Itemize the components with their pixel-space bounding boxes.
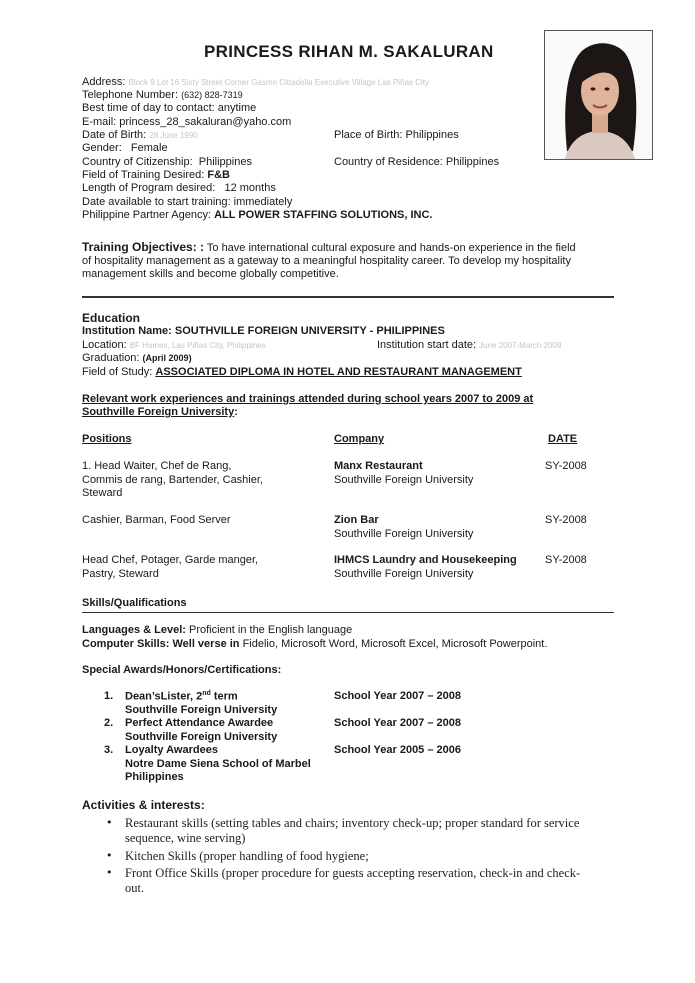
- col-positions: Positions: [82, 433, 132, 445]
- computer-skills-label: Computer Skills: Well verse in: [82, 638, 240, 650]
- graduation-value: (April 2009): [142, 353, 192, 363]
- activities-heading: Activities & interests:: [82, 798, 205, 812]
- award-2-num: 2.: [104, 717, 114, 729]
- languages-value: Proficient in the English language: [188, 624, 353, 636]
- work-heading-line1: Relevant work experiences and trainings attended during school years 2007 to 2009 at: [82, 393, 534, 405]
- agency-row: [82, 209, 432, 221]
- work-row-1-date: SY-2008: [545, 460, 587, 472]
- computer-skills-value: Fidelio, Microsoft Word, Microsoft Excel, Microsoft Powerpoint.: [242, 638, 548, 650]
- work-row-3-date: SY-2008: [545, 554, 587, 566]
- institution-label: Institution Name:: [82, 325, 172, 337]
- graduation-label: Graduation:: [82, 352, 140, 364]
- work-row-2-pos-1: Cashier, Barman, Food Server: [82, 514, 231, 526]
- work-row-2-date: SY-2008: [545, 514, 587, 526]
- award-1-year: School Year 2007 – 2008: [334, 690, 461, 702]
- place-of-birth: Place of Birth: Philippines: [334, 129, 459, 141]
- work-row-3-pos-1: Head Chef, Potager, Garde manger,: [82, 554, 259, 566]
- email: E-mail: princess_28_sakaluran@yaho.com: [82, 116, 292, 128]
- start-date-label: Institution start date:: [377, 339, 477, 351]
- work-heading-university: Southville Foreign University: [82, 406, 235, 418]
- award-1-title-pre: Dean’sLister, 2: [125, 690, 203, 703]
- start-date-row: [377, 339, 561, 351]
- date-available: Date available to start training: immediately: [82, 196, 293, 208]
- dob-label: Date of Birth:: [82, 129, 147, 141]
- award-3-num: 3.: [104, 744, 114, 756]
- field-label: Field of Training Desired:: [82, 169, 205, 181]
- residence: Country of Residence: Philippines: [334, 156, 500, 168]
- citizenship: Country of Citizenship: Philippines: [82, 156, 252, 168]
- award-2-year: School Year 2007 – 2008: [334, 717, 461, 729]
- telephone-row: [82, 89, 243, 101]
- skills-heading: Skills/Qualifications: [82, 597, 187, 609]
- divider: [82, 296, 614, 298]
- work-row-1-pos-2: Commis de rang, Bartender, Cashier,: [82, 474, 263, 486]
- field-value: F&B: [207, 169, 230, 181]
- address-label: Address:: [82, 76, 126, 88]
- education-heading: Education: [82, 311, 141, 325]
- objectives-text1: To have international cultural exposure and hands-on experience in the field: [206, 242, 576, 254]
- field-row: [82, 169, 230, 181]
- award-1-org: Southville Foreign University: [125, 704, 278, 716]
- study-row: [82, 366, 522, 378]
- languages-label: Languages & Level:: [82, 624, 186, 636]
- work-row-1-company-sub: Southville Foreign University: [334, 474, 474, 486]
- work-row-3-company-sub: Southville Foreign University: [334, 568, 474, 580]
- work-row-1-pos-3: Steward: [82, 487, 123, 499]
- award-3-year: School Year 2005 – 2006: [334, 744, 461, 756]
- bullet-icon: •: [106, 849, 113, 862]
- agency-label: Philippine Partner Agency:: [82, 209, 212, 221]
- award-1-title-post: term: [210, 690, 238, 703]
- award-1-sup: nd: [202, 690, 211, 697]
- col-company: Company: [334, 433, 385, 445]
- dob-row: [82, 129, 198, 141]
- work-heading-colon: :: [234, 406, 238, 418]
- telephone-value: (632) 828-7319: [181, 90, 243, 100]
- start-date-value: June 2007-March 2009: [479, 341, 562, 350]
- institution-row: [82, 325, 445, 337]
- gender: Gender: Female: [82, 142, 168, 154]
- award-2-title: Perfect Attendance Awardee: [125, 717, 274, 729]
- telephone-label: Telephone Number:: [82, 89, 179, 101]
- activity-item-1: Restaurant skills (setting tables and chairs; inventory check-up; proper standard for service sequence, wine serving): [125, 816, 580, 845]
- address-value: Block 9 Lot 16 Sixty Street Corner Gasmo Cittadella Executive Village Las Piñas City: [128, 78, 429, 87]
- award-1-title: [125, 690, 238, 703]
- best-time: Best time of day to contact: anytime: [82, 102, 257, 114]
- work-row-2-company-sub: Southville Foreign University: [334, 528, 474, 540]
- graduation-row: [82, 352, 192, 364]
- col-date: DATE: [548, 433, 578, 445]
- location-label: Location:: [82, 339, 127, 351]
- award-1-num: 1.: [104, 690, 114, 702]
- work-row-1-company: Manx Restaurant: [334, 460, 423, 472]
- objectives-label: Training Objectives: :: [82, 240, 205, 254]
- objectives-line3: management skills and become globally competitive.: [82, 268, 339, 280]
- study-label: Field of Study:: [82, 366, 153, 378]
- agency-value: ALL POWER STAFFING SOLUTIONS, INC.: [214, 209, 433, 221]
- program-length: Length of Program desired: 12 months: [82, 182, 276, 194]
- skills-divider: [82, 612, 614, 613]
- location-row: [82, 339, 266, 351]
- bullet-icon: •: [106, 866, 113, 879]
- institution-value: SOUTHVILLE FOREIGN UNIVERSITY - PHILIPPINES: [174, 325, 445, 337]
- location-value: BF Homes, Las Piñas City, Philippines: [129, 341, 266, 350]
- work-row-3-company: IHMCS Laundry and Housekeeping: [334, 554, 517, 566]
- profile-photo: [544, 30, 653, 160]
- award-2-org: Southville Foreign University: [125, 731, 278, 743]
- objectives-line2: of hospitality management as a gateway to a meaningful hospitality career. To develop my hospitality: [82, 255, 571, 267]
- portrait-image: [545, 31, 652, 159]
- languages-row: [82, 624, 352, 636]
- award-3-title: Loyalty Awardees: [125, 744, 218, 756]
- award-3-org-1: Notre Dame Siena School of Marbel: [125, 758, 311, 770]
- objectives-line1: [82, 240, 576, 254]
- dob-value: 28 June 1990: [149, 131, 198, 140]
- address-row: [82, 76, 429, 88]
- activity-item-2: Kitchen Skills (proper handling of food hygiene;: [125, 849, 369, 863]
- computer-skills-row: [82, 638, 547, 650]
- work-row-1-pos-1: 1. Head Waiter, Chef de Rang,: [82, 460, 232, 472]
- work-heading-line2: [82, 406, 238, 418]
- activity-item-3: Front Office Skills (proper procedure for guests accepting reservation, check-in and check-out.: [125, 866, 581, 895]
- resume-name: PRINCESS RIHAN M. SAKALURAN: [204, 42, 494, 61]
- work-row-2-company: Zion Bar: [334, 514, 379, 526]
- awards-heading: Special Awards/Honors/Certifications:: [82, 664, 282, 676]
- work-row-3-pos-2: Pastry, Steward: [82, 568, 159, 580]
- study-value: ASSOCIATED DIPLOMA IN HOTEL AND RESTAURANT MANAGEMENT: [155, 366, 522, 378]
- award-3-org-2: Philippines: [125, 771, 184, 783]
- bullet-icon: •: [106, 816, 113, 829]
